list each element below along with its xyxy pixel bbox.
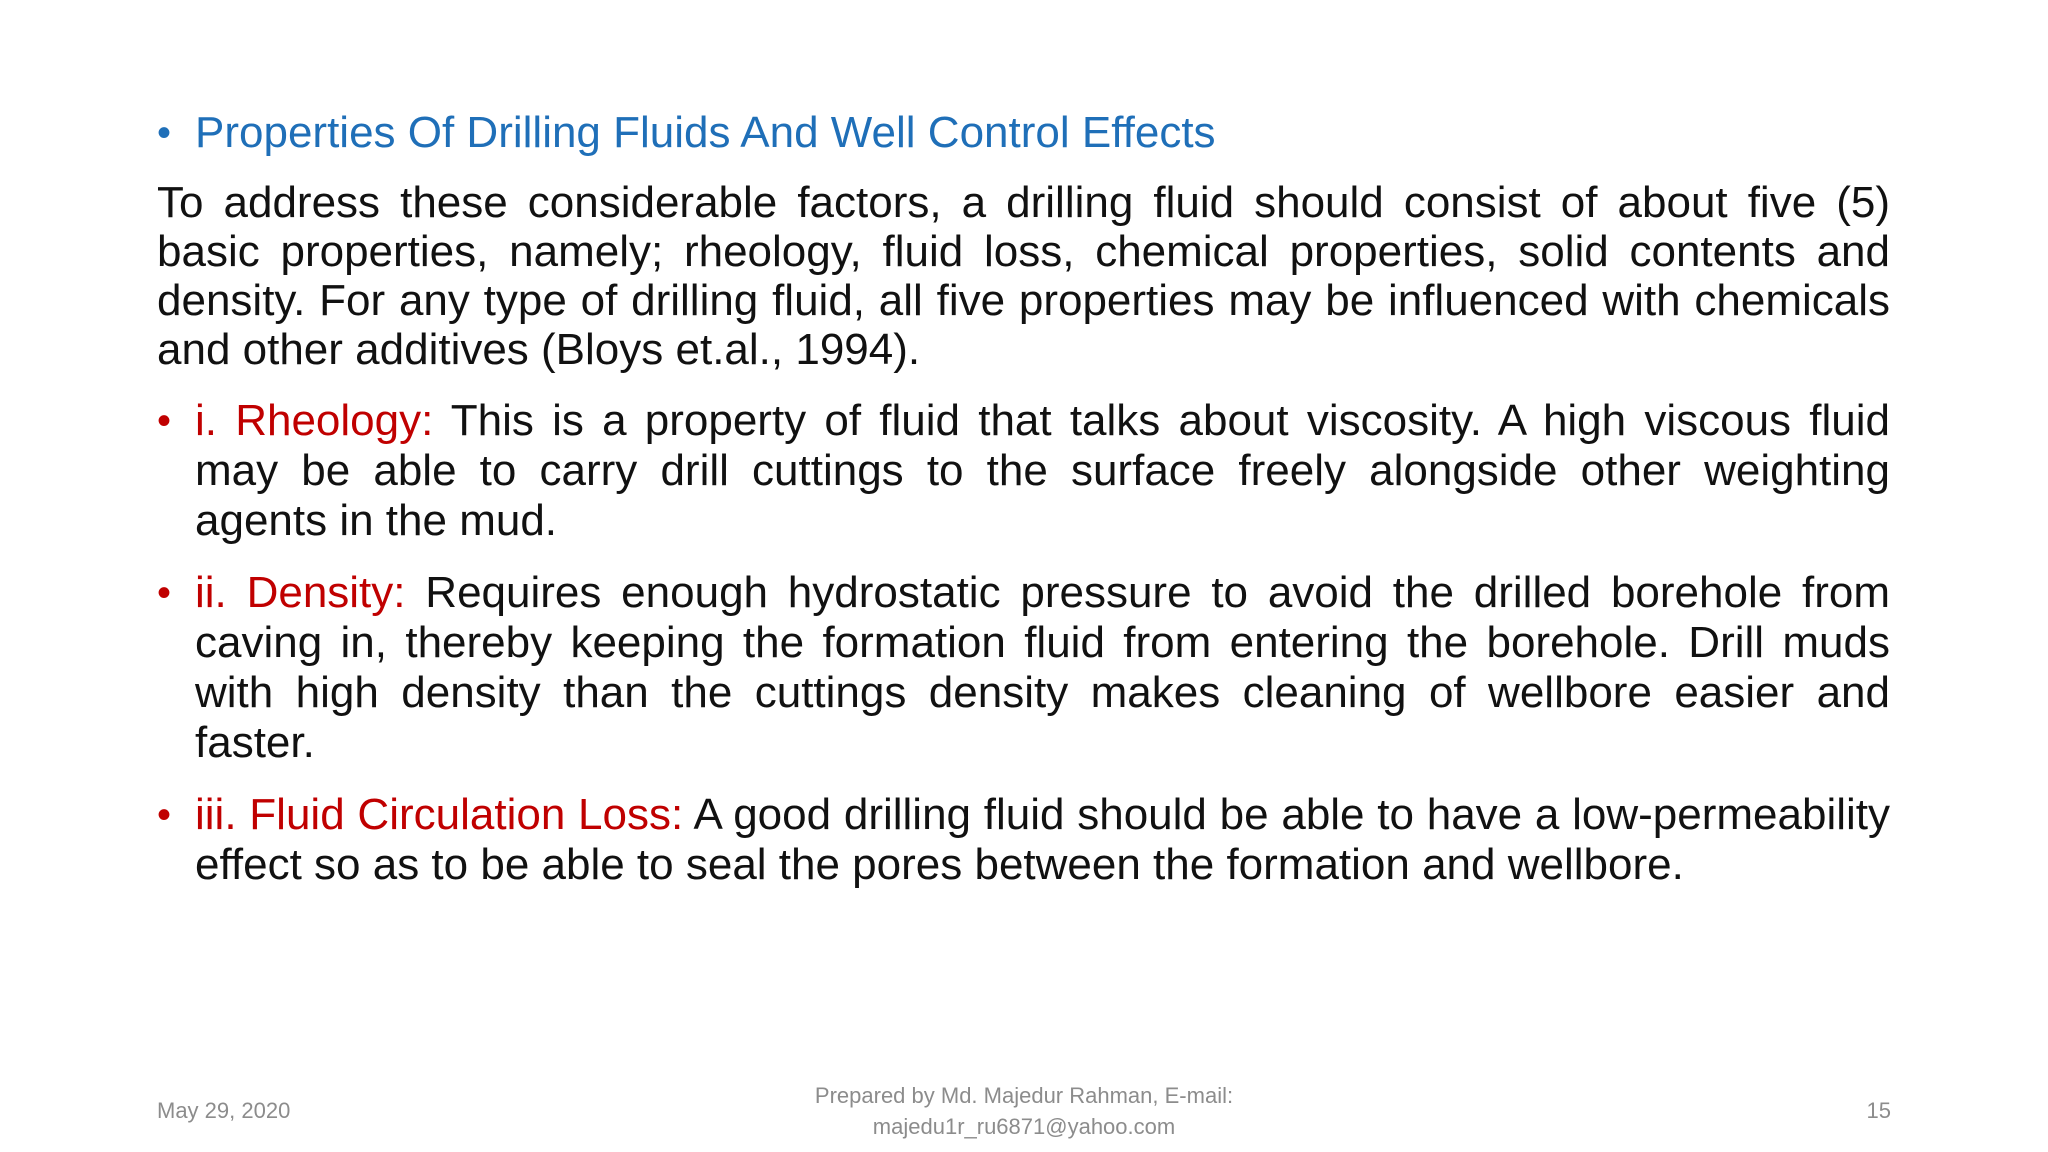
property-bullet: •	[157, 793, 172, 837]
property-label: ii. Density:	[195, 568, 406, 617]
property-text: Requires enough hydrostatic pressure to avoid the drilled borehole from caving in, thereby keeping the formation fluid from entering the borehole. Drill muds with high density than the cuttings density makes cleaning of wellbore easier and faster.	[195, 568, 1890, 767]
property-label: iii. Fluid Circulation Loss:	[195, 790, 684, 839]
footer-author	[724, 1080, 1324, 1142]
footer-date: May 29, 2020	[157, 1098, 291, 1123]
slide-heading	[157, 108, 1890, 158]
property-bullet: •	[157, 399, 172, 443]
property-rheology	[157, 396, 1890, 546]
property-bullet: •	[157, 571, 172, 615]
footer-author-line-1: Prepared by Md. Majedur Rahman, E-mail:	[814, 1083, 1234, 1108]
property-text: This is a property of fluid that talks about viscosity. A high viscous fluid may be able to carry drill cuttings to the surface freely alongside other weighting agents in the mud.	[195, 396, 1890, 545]
heading-text: Properties Of Drilling Fluids And Well Control Effects	[195, 108, 1216, 157]
footer-author-line-2: majedu1r_ru6871@yahoo.com	[872, 1114, 1176, 1139]
heading-bullet: •	[157, 111, 172, 155]
property-density	[157, 568, 1890, 768]
slide-page-number: 15	[1866, 1098, 1891, 1123]
property-label: i. Rheology:	[195, 396, 434, 445]
slide-content	[157, 108, 1890, 912]
property-fluid-circulation-loss	[157, 790, 1890, 890]
slide-footer	[0, 1080, 2048, 1140]
intro-paragraph: To address these considerable factors, a drilling fluid should consist of about five (5) basic properties, namely; rheology, fluid loss, chemical properties, solid contents and density. For any type of drilling fluid, all five properties may be influenced with chemicals and other additives (Bloys et.al., 1994).	[157, 178, 1890, 374]
property-text: A good drilling fluid should be able to have a low-permeability effect so as to be able to seal the pores between the formation and wellbore.	[195, 790, 1891, 889]
